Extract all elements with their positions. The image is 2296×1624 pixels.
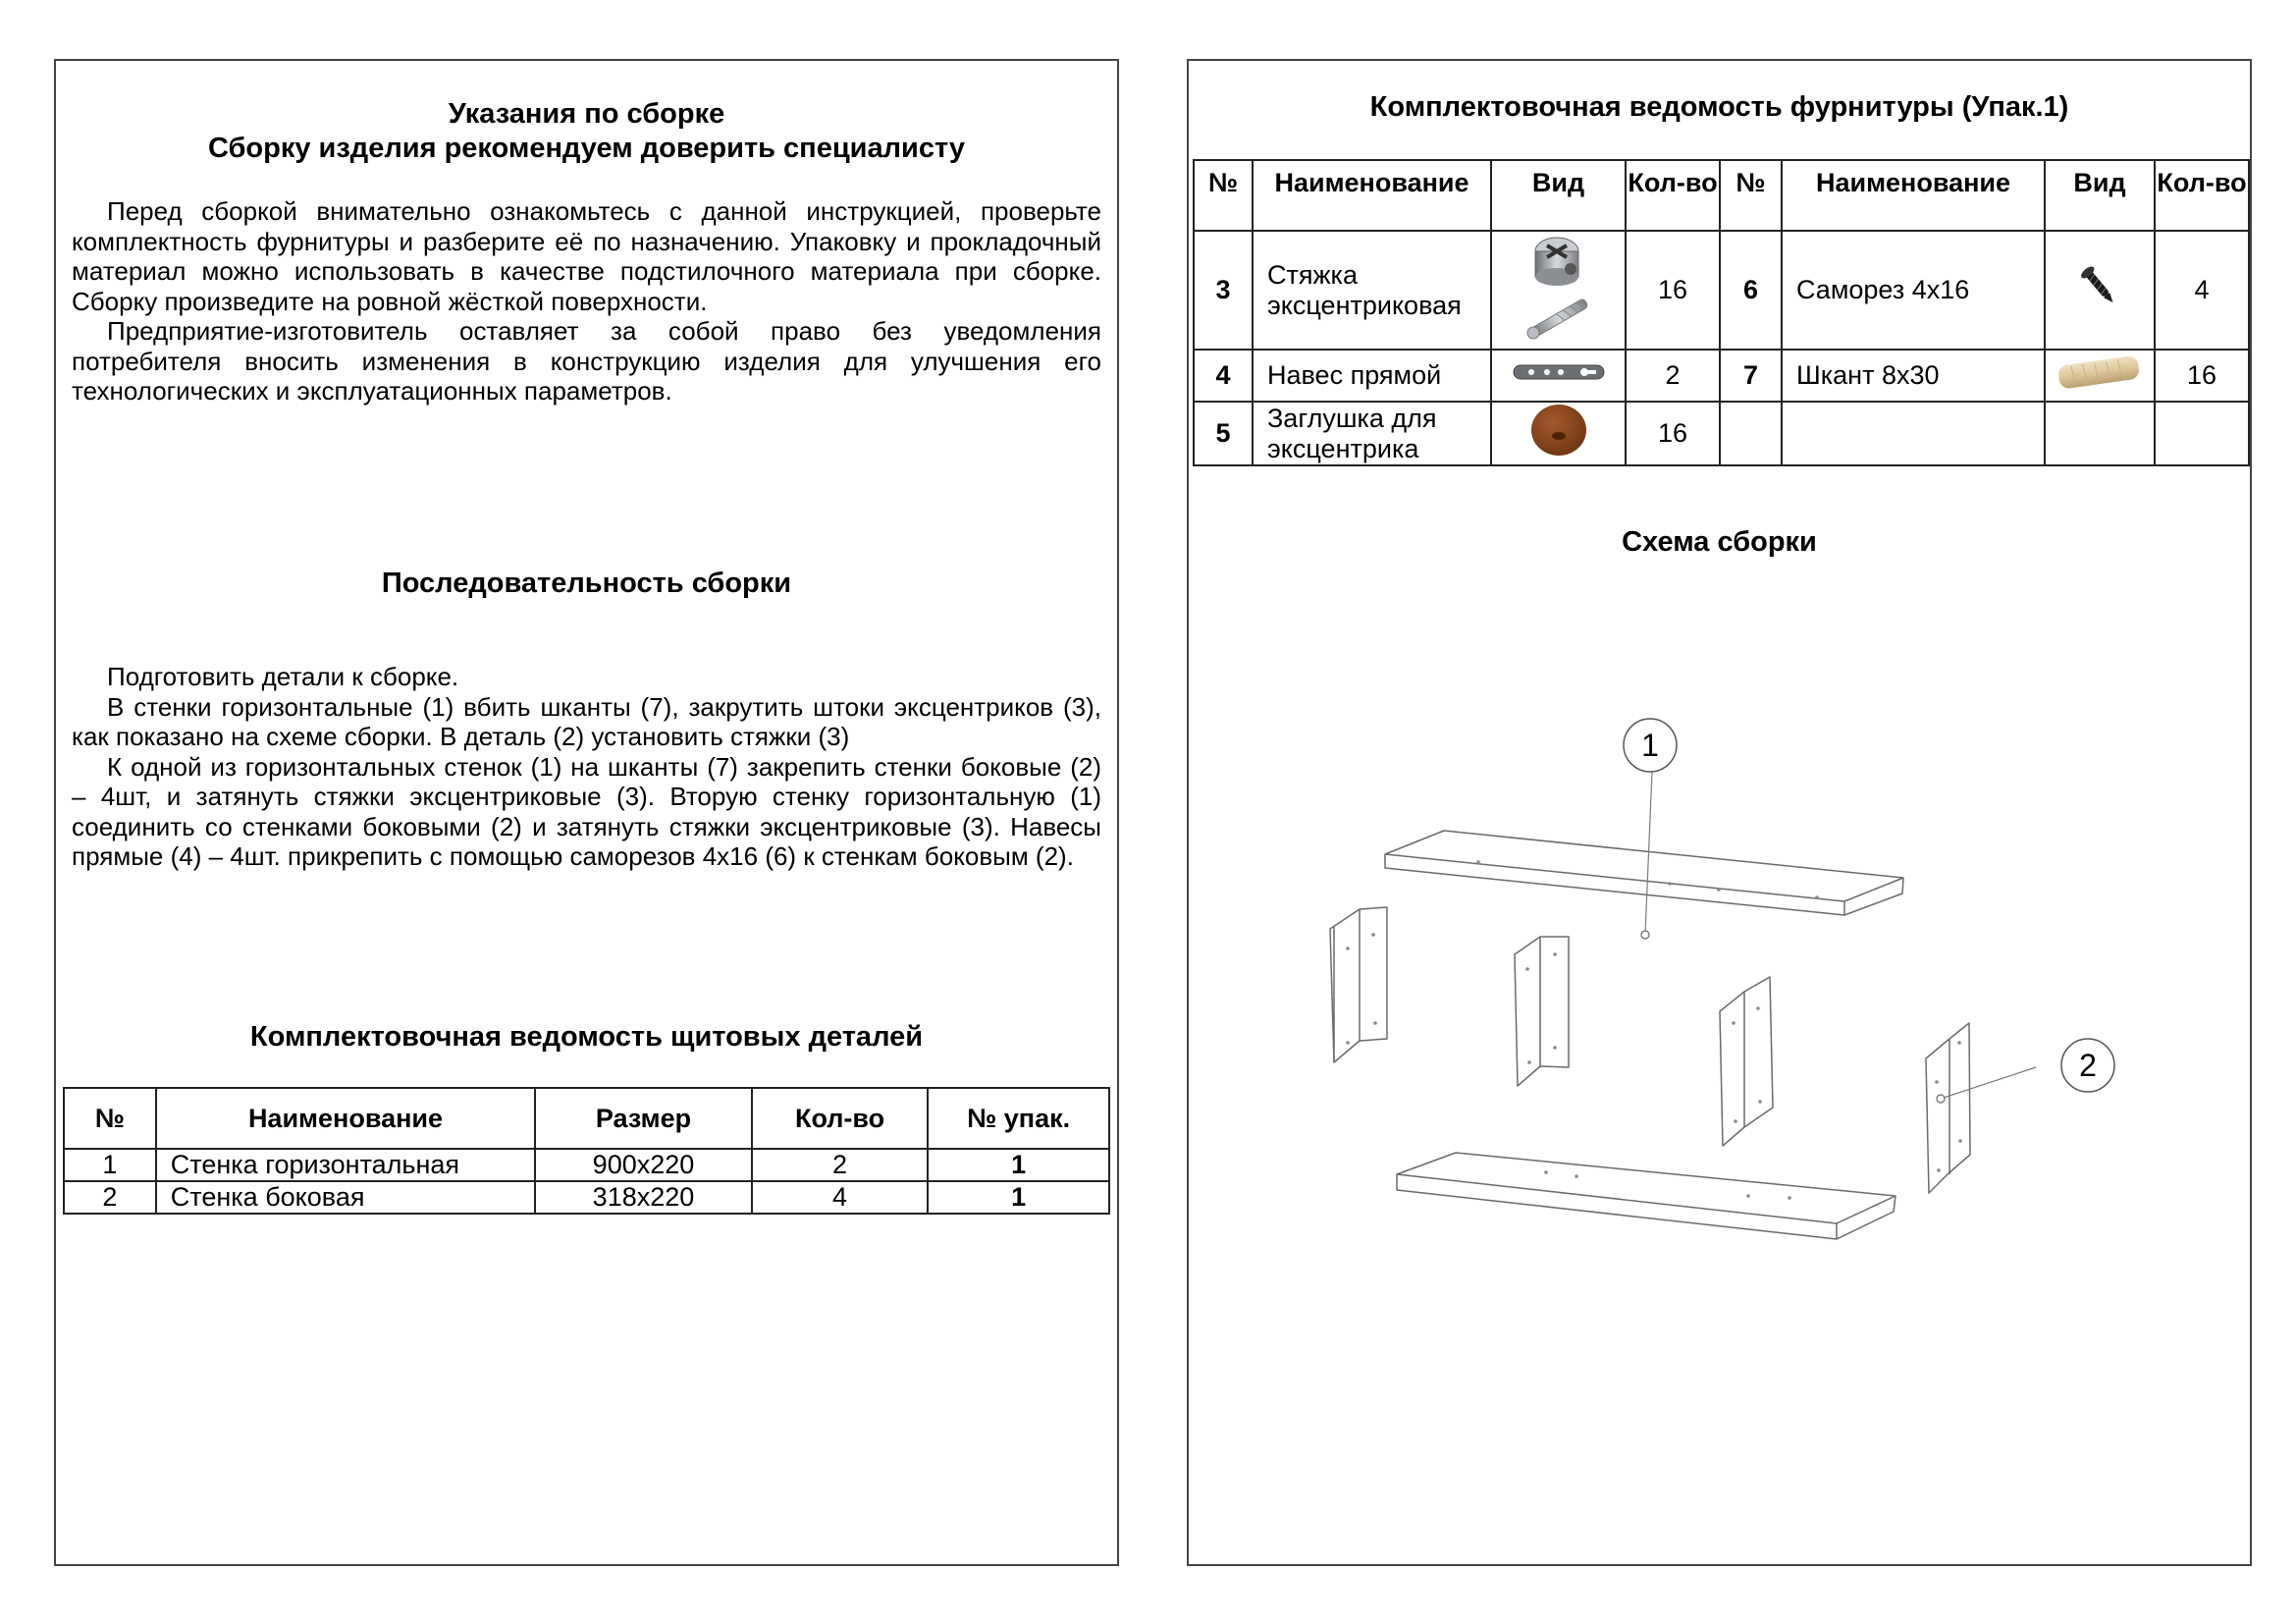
- hardware-list-title: Комплектовочная ведомость фурнитуры (Упак.1): [1369, 91, 2069, 123]
- leader-point-2: [1937, 1095, 1945, 1103]
- table-row: [1194, 350, 2249, 402]
- cell-size: 318х220: [535, 1181, 752, 1214]
- intro-paragraph-2: Предприятие-изготовитель оставляет за собой право без уведомления потребителя вносить изменения в конструкцию изделия для улучшения его технологических и эксплуатационных параметров.: [72, 316, 1101, 406]
- assembly-instructions-title: Указания по сборке: [448, 98, 725, 130]
- specialist-recommendation-title: Сборку изделия рекомендуем доверить специалисту: [207, 133, 966, 164]
- assembly-diagram: [1189, 670, 2254, 1298]
- empty-cell: [1720, 402, 1782, 465]
- straight-hanger-icon: [1491, 350, 1626, 402]
- cell-package: 1: [928, 1149, 1109, 1181]
- empty-cell: [1782, 402, 2045, 465]
- cell-number: 3: [1194, 231, 1253, 350]
- cell-name: Стяжка эксцентриковая: [1253, 231, 1491, 350]
- left-page: [54, 59, 1119, 1566]
- cell-name: Шкант 8х30: [1782, 350, 2045, 402]
- col-header-quantity-2: Кол-во: [2155, 160, 2249, 231]
- leader-point-1: [1641, 931, 1649, 939]
- cell-quantity: 2: [752, 1149, 929, 1181]
- side-panel-2: [1515, 937, 1569, 1086]
- table-header-row: [1194, 160, 2249, 231]
- cell-package: 1: [928, 1181, 1109, 1214]
- hardware-table: [1193, 159, 2250, 466]
- right-page: [1187, 59, 2252, 1566]
- eccentric-coupler-icon: [1491, 231, 1626, 350]
- table-row: [64, 1181, 1109, 1214]
- table-header-row: [64, 1088, 1109, 1149]
- cell-number: 6: [1720, 231, 1782, 350]
- cell-quantity: 16: [2155, 350, 2249, 402]
- col-header-quantity: Кол-во: [752, 1088, 929, 1149]
- assembly-scheme-title: Схема сборки: [1622, 526, 1817, 558]
- panels-list-title: Комплектовочная ведомость щитовых деталей: [249, 1021, 924, 1053]
- cell-number: 1: [64, 1149, 156, 1181]
- intro-text: [72, 196, 1101, 406]
- sequence-paragraph-1: Подготовить детали к сборке.: [107, 662, 459, 691]
- callout-2: [2061, 1039, 2114, 1092]
- cell-number: 7: [1720, 350, 1782, 402]
- col-header-quantity: Кол-во: [1626, 160, 1720, 231]
- col-header-number-2: №: [1720, 160, 1782, 231]
- cell-number: 5: [1194, 402, 1253, 465]
- screw-icon: [2045, 231, 2155, 350]
- side-panel-3: [1720, 977, 1773, 1146]
- callout-1: [1624, 719, 1677, 772]
- cell-number: 4: [1194, 350, 1253, 402]
- col-header-name-2: Наименование: [1782, 160, 2045, 231]
- table-row: [1194, 402, 2249, 465]
- cell-quantity: 16: [1626, 402, 1720, 465]
- col-header-number: №: [64, 1088, 156, 1149]
- sequence-paragraph-3: К одной из горизонтальных стенок (1) на шканты (7) закрепить стенки боковые (2) – 4шт, и затянуть стяжки эксцентриковые (3). Вторую стенку горизонтальную (1) соединить со стенками боковыми (2) и затянуть стяжки эксцентриковые (3). Навесы прямые (4) – 4шт. прикрепить с помощью саморезов 4х16 (6) к стенкам боковым (2).: [72, 751, 1101, 871]
- col-header-package: № упак.: [928, 1088, 1109, 1149]
- table-row: [1194, 231, 2249, 350]
- bottom-horizontal-panel: [1397, 1153, 1896, 1239]
- dowel-icon: [2045, 350, 2155, 402]
- intro-paragraph-1: Перед сборкой внимательно ознакомьтесь с данной инструкцией, проверьте комплектность фурнитуры и разберите её по назначению. Упаковку и прокладочный материал можно использовать в качестве подстилочного материала при сборке. Сборку произведите на ровной жёсткой поверхности.: [72, 196, 1101, 316]
- cell-quantity: 4: [2155, 231, 2249, 350]
- table-row: [64, 1149, 1109, 1181]
- col-header-number: №: [1194, 160, 1253, 231]
- sequence-title: Последовательность сборки: [381, 568, 792, 599]
- sequence-paragraph-2: В стенки горизонтальные (1) вбить шканты (7), закрутить штоки эксцентриков (3), как показано на схеме сборки. В деталь (2) установить стяжки (3): [72, 691, 1101, 751]
- empty-cell: [2045, 402, 2155, 465]
- col-header-size: Размер: [535, 1088, 752, 1149]
- cell-name: Навес прямой: [1253, 350, 1491, 402]
- cell-quantity: 16: [1626, 231, 1720, 350]
- col-header-name: Наименование: [156, 1088, 535, 1149]
- side-panel-1: [1330, 907, 1387, 1062]
- col-header-view: Вид: [1491, 160, 1626, 231]
- col-header-view-2: Вид: [2045, 160, 2155, 231]
- top-horizontal-panel: [1385, 831, 1903, 915]
- panels-table: [63, 1087, 1110, 1215]
- empty-cell: [2155, 402, 2249, 465]
- cell-name: Саморез 4х16: [1782, 231, 2045, 350]
- sequence-text: [72, 662, 1101, 872]
- cell-name: Стенка горизонтальная: [156, 1149, 535, 1181]
- cell-quantity: 2: [1626, 350, 1720, 402]
- callout-1-label: 1: [1641, 728, 1659, 763]
- cell-quantity: 4: [752, 1181, 929, 1214]
- col-header-name: Наименование: [1253, 160, 1491, 231]
- callout-2-label: 2: [2079, 1048, 2097, 1083]
- side-panel-4: [1926, 1023, 1970, 1193]
- cap-icon: [1491, 402, 1626, 465]
- cell-size: 900х220: [535, 1149, 752, 1181]
- cell-name: Заглушка для эксцентрика: [1253, 402, 1491, 465]
- cell-number: 2: [64, 1181, 156, 1214]
- cell-name: Стенка боковая: [156, 1181, 535, 1214]
